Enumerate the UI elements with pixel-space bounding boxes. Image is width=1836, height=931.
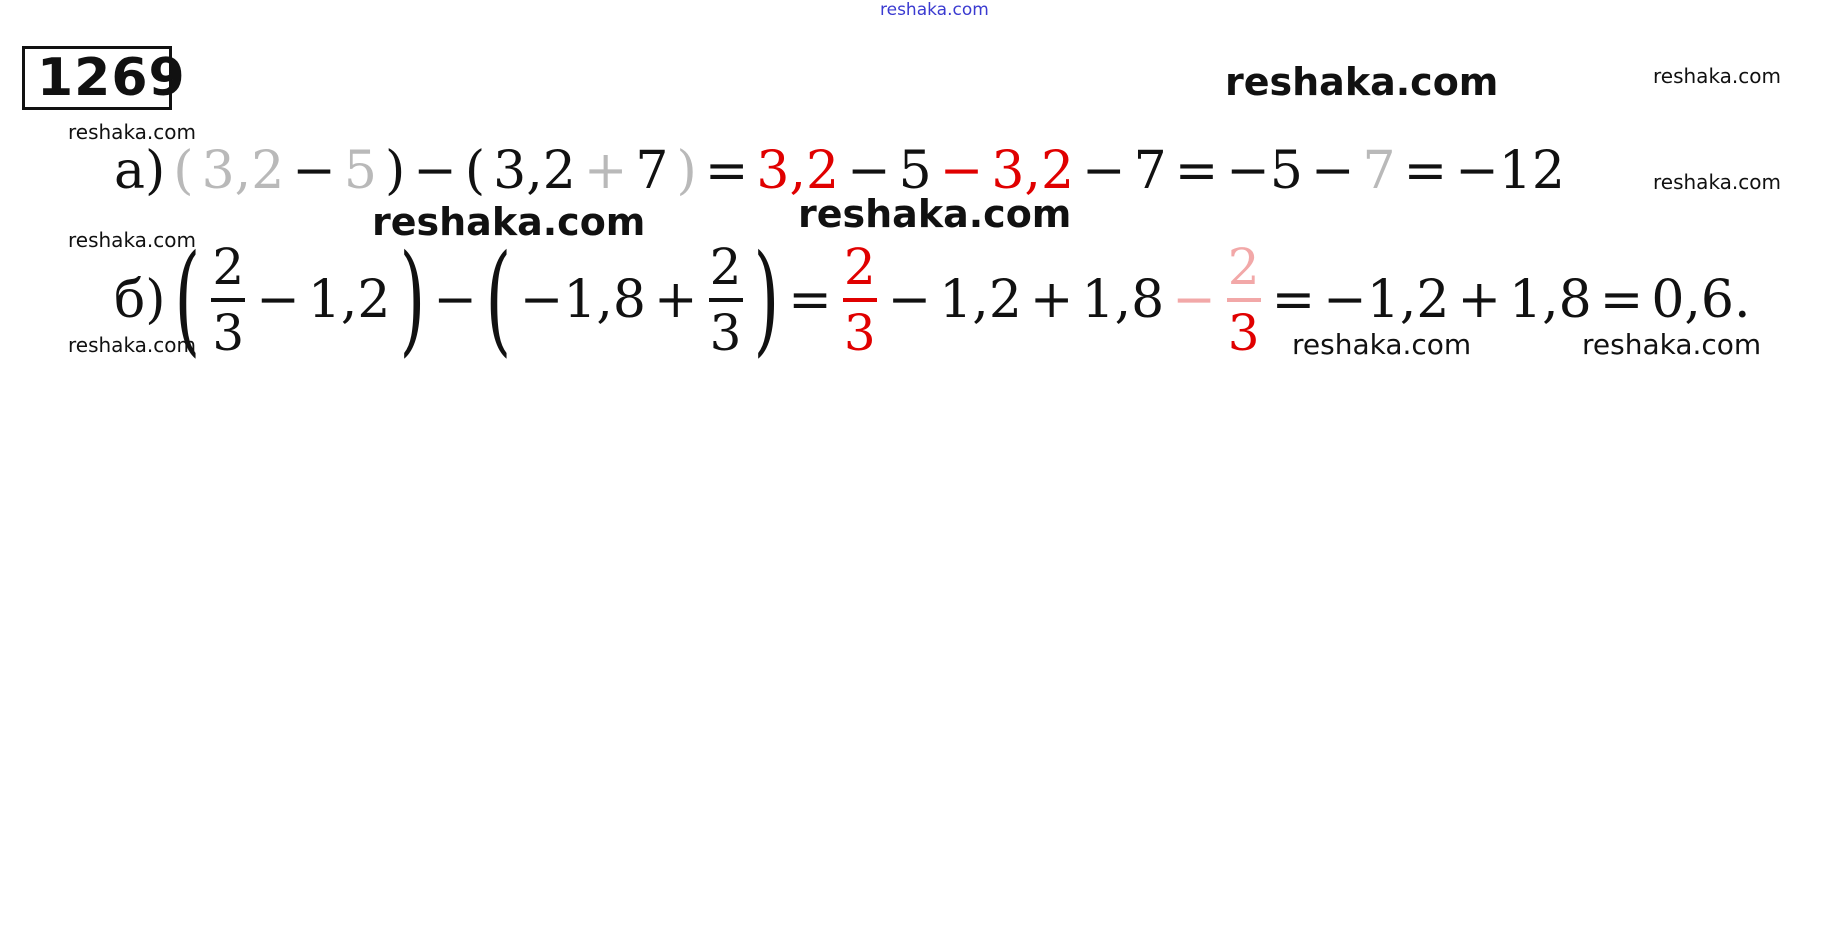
- fraction: [842, 238, 878, 362]
- solution-line-b: [110, 225, 1755, 375]
- math-token: −1,2: [1323, 270, 1450, 330]
- math-token: +: [654, 270, 698, 330]
- watermark-large: reshaka.com: [372, 200, 646, 244]
- solution-line-a: [110, 136, 1569, 206]
- math-token: −: [887, 270, 932, 330]
- fraction: [210, 238, 246, 362]
- fraction-denominator: 3: [709, 304, 742, 362]
- math-token: (: [485, 230, 512, 369]
- math-token: 7: [635, 141, 669, 201]
- math-token: 1,8: [1509, 270, 1592, 330]
- fraction-numerator: 2: [1227, 238, 1260, 296]
- math-token: −: [413, 141, 457, 201]
- math-token: −: [1172, 270, 1216, 330]
- watermark-small: reshaka.com: [1292, 328, 1472, 361]
- watermark-small: reshaka.com: [1653, 64, 1781, 88]
- math-token: −: [1082, 141, 1126, 201]
- watermark-small: reshaka.com: [1653, 170, 1781, 194]
- math-token: =: [1174, 141, 1219, 201]
- fraction-bar: [211, 298, 245, 302]
- math-token: 7: [1133, 141, 1167, 201]
- watermark-small: reshaka.com: [68, 228, 196, 252]
- watermark-top: reshaka.com: [880, 0, 989, 20]
- math-token: +: [583, 141, 628, 201]
- math-token: −: [433, 270, 477, 330]
- watermark-small: reshaka.com: [68, 120, 196, 144]
- math-token: ): [753, 230, 780, 369]
- math-token: 1,2: [939, 270, 1022, 330]
- math-token: 3,2: [493, 141, 576, 201]
- fraction-denominator: 3: [1227, 304, 1260, 362]
- math-token: =: [1403, 141, 1448, 201]
- watermark-large: reshaka.com: [1225, 60, 1499, 104]
- math-token: ): [399, 230, 425, 369]
- math-token: (: [174, 230, 200, 369]
- fraction-numerator: 2: [843, 238, 876, 296]
- math-token: 1,2: [307, 270, 391, 330]
- math-token: (: [173, 141, 194, 201]
- math-token: −: [939, 141, 984, 201]
- math-token: −1,8: [519, 270, 647, 330]
- math-token: −: [292, 141, 336, 201]
- watermark-large: reshaka.com: [798, 192, 1072, 236]
- math-token: −: [847, 141, 891, 201]
- math-token: ): [676, 141, 697, 201]
- fraction-bar: [1227, 298, 1261, 302]
- math-token: +: [1029, 270, 1074, 330]
- math-token: 3,2: [201, 141, 285, 201]
- math-token: −12: [1455, 141, 1565, 201]
- task-number: 1269: [22, 46, 172, 110]
- math-token: 1,8: [1081, 270, 1165, 330]
- math-token: −: [256, 270, 300, 330]
- math-token: ): [384, 141, 406, 201]
- fraction-bar: [843, 298, 877, 302]
- math-token: =: [1599, 270, 1644, 330]
- math-token: −5: [1226, 141, 1303, 201]
- watermark-small: reshaka.com: [1582, 328, 1762, 361]
- math-token: 3,2: [756, 141, 840, 201]
- math-token: 0,6.: [1651, 270, 1751, 330]
- fraction: [1226, 238, 1262, 362]
- math-token: 5: [898, 141, 932, 201]
- math-token: +: [1457, 270, 1502, 330]
- fraction-numerator: 2: [212, 238, 245, 296]
- watermark-small: reshaka.com: [68, 333, 196, 357]
- part-b-label: б): [114, 270, 166, 330]
- fraction-numerator: 2: [709, 238, 742, 296]
- part-a-label: а): [114, 141, 166, 201]
- math-token: 7: [1362, 141, 1396, 201]
- fraction-denominator: 3: [212, 304, 245, 362]
- math-token: −: [1310, 141, 1355, 201]
- math-token: 5: [343, 141, 377, 201]
- fraction-bar: [709, 298, 743, 302]
- math-token: 3,2: [991, 141, 1075, 201]
- math-token: (: [464, 141, 486, 201]
- math-token: =: [704, 141, 749, 201]
- fraction: [708, 238, 744, 362]
- math-token: =: [1271, 270, 1316, 330]
- math-token: =: [788, 270, 832, 330]
- fraction-denominator: 3: [843, 304, 876, 362]
